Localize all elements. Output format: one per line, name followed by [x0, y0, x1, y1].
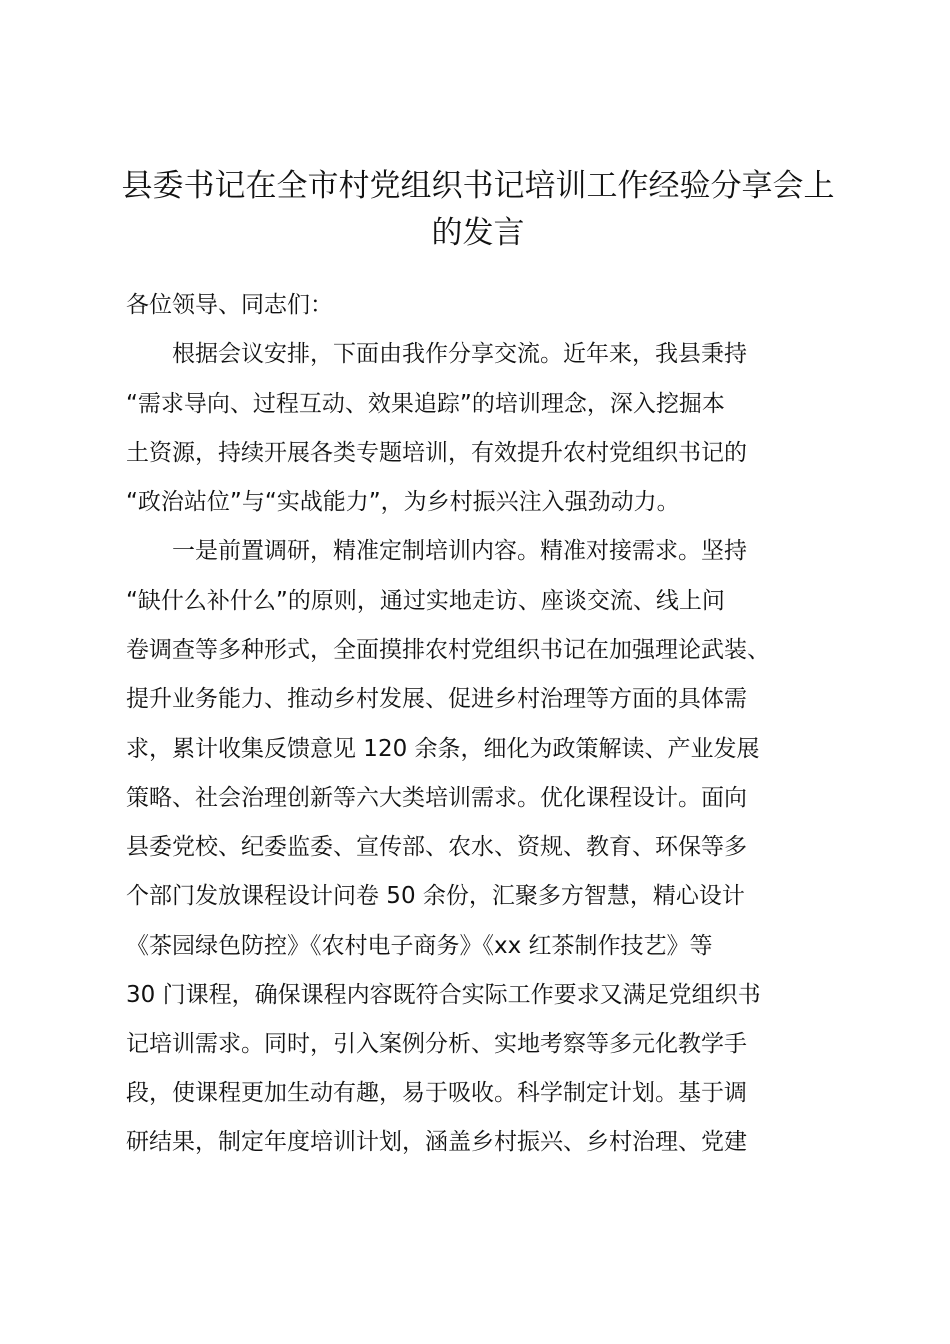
body-line: 县委党校、纪委监委、宣传部、农水、资规、教育、环保等多 — [126, 834, 747, 860]
body-line: 策略、社会治理创新等六大类培训需求。优化课程设计。面向 — [126, 785, 747, 811]
body-line: “需求导向、过程互动、效果追踪”的培训理念，深入挖掘本 — [126, 391, 725, 417]
body-line: 个部门发放课程设计问卷 50 余份，汇聚多方智慧，精心设计 — [126, 883, 745, 909]
body-line: 求，累计收集反馈意见 120 余条，细化为政策解读、产业发展 — [126, 736, 760, 762]
salutation: 各位领导、同志们： — [126, 292, 333, 318]
body-line: 土资源，持续开展各类专题培训，有效提升农村党组织书记的 — [126, 440, 747, 466]
body-line: “政治站位”与“实战能力”，为乡村振兴注入强劲动力。 — [126, 489, 680, 515]
body-line: 一是前置调研，精准定制培训内容。精准对接需求。坚持 — [126, 538, 747, 564]
body-line: 根据会议安排，下面由我作分享交流。近年来，我县秉持 — [126, 341, 747, 367]
body-line: 提升业务能力、推动乡村发展、促进乡村治理等方面的具体需 — [126, 686, 747, 712]
body-line: 《茶园绿色防控》《农村电子商务》《xx 红茶制作技艺》等 — [126, 933, 713, 959]
body-line: 卷调查等多种形式，全面摸排农村党组织书记在加强理论武装、 — [126, 637, 770, 663]
document-title: 县委书记在全市村党组织书记培训工作经验分享会上的发言 — [121, 168, 835, 251]
body-line: 研结果，制定年度培训计划，涵盖乡村振兴、乡村治理、党建 — [126, 1129, 747, 1155]
body-line: 30 门课程，确保课程内容既符合实际工作要求又满足党组织书 — [126, 982, 761, 1008]
body-line: 段，使课程更加生动有趣，易于吸收。科学制定计划。基于调 — [126, 1080, 747, 1106]
body-line: “缺什么补什么”的原则，通过实地走访、座谈交流、线上问 — [126, 588, 725, 614]
body-line: 记培训需求。同时，引入案例分析、实地考察等多元化教学手 — [126, 1031, 747, 1057]
